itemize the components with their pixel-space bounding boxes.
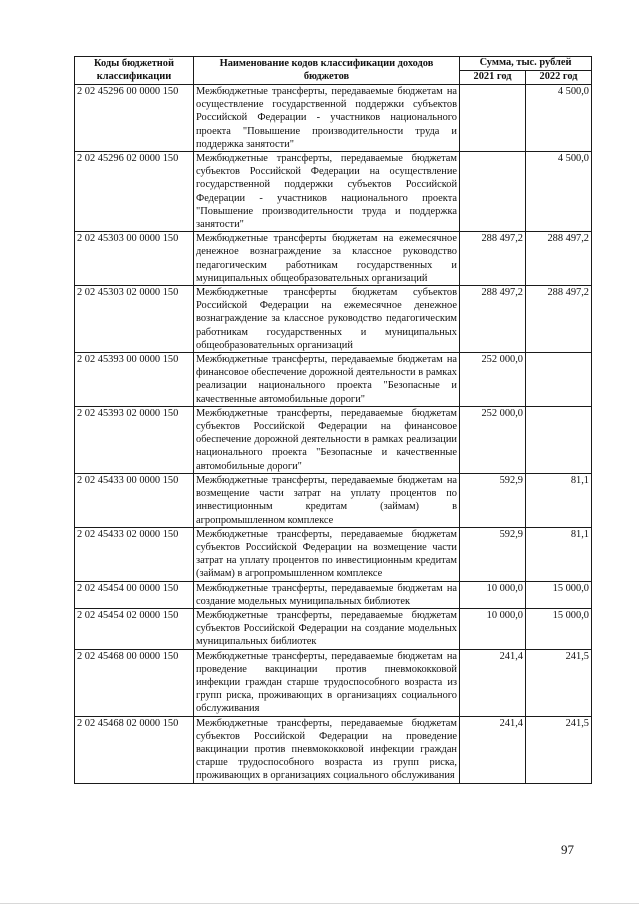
row-name: Межбюджетные трансферты, передаваемые бюджетам на возмещение части затрат на уплату процентов по инвестиционным кредитам (займам) в агропромышленном комплексе: [194, 473, 460, 527]
table-header: [75, 57, 592, 85]
row-name: Межбюджетные трансферты, передаваемые бюджетам субъектов Российской Федерации на создание модельных муниципальных библиотек: [194, 608, 460, 649]
row-2021: 288 497,2: [460, 286, 526, 353]
header-code: Коды бюджетной классификации: [75, 57, 194, 85]
header-name: Наименование кодов классификации доходов бюджетов: [194, 57, 460, 85]
row-code: 2 02 45303 02 0000 150: [75, 286, 194, 353]
row-name: Межбюджетные трансферты, передаваемые бюджетам на осуществление государственной поддержки субъектов Российской Федерации - участников национального проекта "Повышение производительности труда и поддержка занятости": [194, 85, 460, 152]
row-2021: 10 000,0: [460, 608, 526, 649]
row-2022: 15 000,0: [526, 581, 592, 608]
row-2022: 4 500,0: [526, 85, 592, 152]
row-code: 2 02 45468 00 0000 150: [75, 649, 194, 716]
table-row: [75, 286, 592, 353]
row-2022: 4 500,0: [526, 152, 592, 232]
row-2022: [526, 406, 592, 473]
row-code: 2 02 45454 02 0000 150: [75, 608, 194, 649]
row-name: Межбюджетные трансферты, передаваемые бюджетам на проведение вакцинации против пневмококковой инфекции граждан старше трудоспособного возраста из групп риска, проживающих в организациях социального обслуживания: [194, 649, 460, 716]
row-code: 2 02 45454 00 0000 150: [75, 581, 194, 608]
row-2022: 81,1: [526, 473, 592, 527]
header-year-2022: 2022 год: [526, 71, 592, 85]
page-number: 97: [561, 842, 574, 857]
table-row: [75, 152, 592, 232]
row-code: 2 02 45433 00 0000 150: [75, 473, 194, 527]
row-name: Межбюджетные трансферты, передаваемые бюджетам субъектов Российской Федерации на осуществление государственной поддержки субъектов Российской Федерации - участников национального проекта "Повышение производительности труда и поддержка занятости": [194, 152, 460, 232]
table-row: [75, 85, 592, 152]
row-code: 2 02 45393 02 0000 150: [75, 406, 194, 473]
row-2021: 10 000,0: [460, 581, 526, 608]
row-name: Межбюджетные трансферты, передаваемые бюджетам субъектов Российской Федерации на проведение вакцинации против пневмококковой инфекции граждан старше трудоспособного возраста из групп риска, проживающих в организациях социального обслуживания: [194, 716, 460, 783]
table-row: [75, 473, 592, 527]
row-name: Межбюджетные трансферты бюджетам на ежемесячное денежное вознаграждение за классное руководство педагогическим работникам государственных и муниципальных общеобразовательных организаций: [194, 232, 460, 286]
row-2022: 81,1: [526, 527, 592, 581]
row-2021: 592,9: [460, 473, 526, 527]
row-2022: 288 497,2: [526, 232, 592, 286]
table-row: [75, 581, 592, 608]
row-code: 2 02 45468 02 0000 150: [75, 716, 194, 783]
row-name: Межбюджетные трансферты бюджетам субъектов Российской Федерации на ежемесячное денежное вознаграждение за классное руководство педагогическим работникам государственных и муниципальных общеобразовательных организаций: [194, 286, 460, 353]
row-code: 2 02 45433 02 0000 150: [75, 527, 194, 581]
row-2021: [460, 152, 526, 232]
row-name: Межбюджетные трансферты, передаваемые бюджетам на финансовое обеспечение дорожной деятельности в рамках реализации национального проекта "Безопасные и качественные автомобильные дороги": [194, 353, 460, 407]
header-sum: Сумма, тыс. рублей: [460, 57, 592, 71]
table-row: [75, 406, 592, 473]
row-2022: 288 497,2: [526, 286, 592, 353]
row-name: Межбюджетные трансферты, передаваемые бюджетам субъектов Российской Федерации на возмещение части затрат на уплату процентов по инвестиционным кредитам (займам) в агропромышленном комплексе: [194, 527, 460, 581]
row-code: 2 02 45296 00 0000 150: [75, 85, 194, 152]
row-2022: 241,5: [526, 716, 592, 783]
row-2021: 252 000,0: [460, 406, 526, 473]
table-row: [75, 649, 592, 716]
row-2022: 15 000,0: [526, 608, 592, 649]
budget-revenue-table: [74, 56, 592, 784]
table-row: [75, 608, 592, 649]
header-year-2021: 2021 год: [460, 71, 526, 85]
row-2021: [460, 85, 526, 152]
row-2022: 241,5: [526, 649, 592, 716]
row-2021: 252 000,0: [460, 353, 526, 407]
row-2021: 288 497,2: [460, 232, 526, 286]
table-row: [75, 527, 592, 581]
table-row: [75, 232, 592, 286]
row-2021: 241,4: [460, 716, 526, 783]
scan-edge-divider: [0, 903, 639, 904]
row-2022: [526, 353, 592, 407]
table-row: [75, 716, 592, 783]
table-row: [75, 353, 592, 407]
row-2021: 592,9: [460, 527, 526, 581]
row-code: 2 02 45296 02 0000 150: [75, 152, 194, 232]
row-2021: 241,4: [460, 649, 526, 716]
row-name: Межбюджетные трансферты, передаваемые бюджетам на создание модельных муниципальных библиотек: [194, 581, 460, 608]
row-name: Межбюджетные трансферты, передаваемые бюджетам субъектов Российской Федерации на финансовое обеспечение дорожной деятельности в рамках реализации национального проекта "Безопасные и качественные автомобильные дороги": [194, 406, 460, 473]
row-code: 2 02 45393 00 0000 150: [75, 353, 194, 407]
row-code: 2 02 45303 00 0000 150: [75, 232, 194, 286]
table-body: [75, 85, 592, 784]
